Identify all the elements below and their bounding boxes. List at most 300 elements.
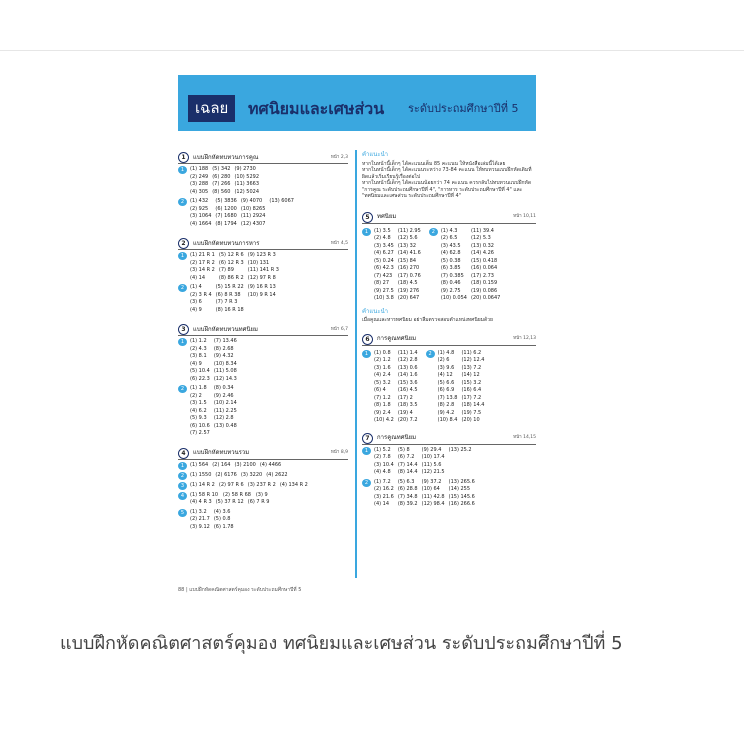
answer-cell: (5) 342: [212, 166, 231, 172]
answer-grid: [190, 472, 288, 480]
section-number: 3: [178, 324, 189, 335]
answer-cell: (6) 7.2: [397, 454, 415, 460]
answer-cell: (12) 21.5: [421, 469, 445, 475]
answer-cell: (10) 9 R 14: [247, 291, 276, 298]
answer-cell: (1) 1550: [190, 471, 212, 478]
answer-cell: (3) 1.6: [374, 364, 391, 371]
answer-cell: (16) 6.4: [461, 387, 482, 393]
answer-cell: (7) 89: [218, 267, 234, 273]
answer-cell: (12) 12.4: [461, 357, 485, 363]
note-1-line: หากในหน้านี้เด็กๆ ได้คะแนนระหว่าง 73-84 คะแนน ให้ทบทวนแบบฝึกหัดเดิมที่ผิดแล้วเริ่มเรียนรู้เรื่องต่อไป: [362, 167, 532, 180]
answer-cell: (18) 4.5: [397, 280, 418, 286]
answer-cell: (3) 43.5: [440, 242, 461, 249]
answer-cell: (2) 6: [437, 357, 450, 363]
answer-cell: (8) 1794: [215, 220, 237, 227]
answer-cell: (2) 16.2: [374, 486, 394, 492]
answer-grid: [190, 198, 294, 228]
answer-cell: (1) 7.2: [374, 478, 391, 485]
answer-cell: (1) 4.3: [440, 227, 458, 234]
question-number: 5: [178, 509, 187, 517]
answer-cell: (5) 12 R 6: [218, 252, 244, 258]
answer-cell: (10) 17.4: [421, 454, 445, 460]
answer-cell: (2) 97 R 6: [218, 481, 244, 488]
answer-cell: (14) 12: [461, 372, 480, 378]
answer-grid: [374, 447, 472, 477]
note-1-heading: คำแนะนำ: [362, 151, 389, 158]
question-group: [178, 385, 348, 438]
answer-cell: (19) 0.086: [470, 287, 498, 294]
answer-cell: (6) 28.8: [397, 486, 418, 492]
answer-cell: (4) 1664: [190, 220, 212, 227]
answer-cell: (13) 7.2: [461, 364, 482, 371]
answer-cell: (2) 925: [190, 205, 209, 212]
question-row: [362, 348, 536, 425]
answer-cell: (10) 3.8: [374, 295, 394, 301]
question-number: 1: [362, 350, 371, 358]
answer-cell: (17) 7.2: [461, 394, 482, 401]
answer-cell: (3) 9.12: [190, 523, 210, 530]
question-answers: [190, 462, 281, 470]
question-number: 2: [429, 228, 438, 236]
answer-cell: (2) 249: [190, 173, 209, 180]
section-number: 4: [178, 448, 189, 459]
note-1-line: หากในหน้านี้เด็กๆ ได้คะแนนน้อยกว่า 74 คะแนน ควรกลับไปทบทวนแบบฝึกหัด "การคูณ ระดับประถมศึกษาปีที่ 4", "การหาร ระดับประถมศึกษาปีที่ 4" และ "ทศนิยมและเศษส่วน ระดับประถมศึกษาปีที่ 4": [362, 180, 532, 199]
answer-cell: (8) 0.34: [213, 385, 234, 391]
answer-grid: [190, 462, 281, 470]
answer-cell: (7) 14.4: [397, 461, 418, 468]
question-group: [178, 338, 348, 383]
answer-cell: (14) 255: [448, 486, 471, 492]
answer-cell: [449, 469, 472, 477]
answer-cell: (1) 564: [190, 461, 209, 468]
answer-cell: [269, 221, 294, 229]
section-header: [362, 334, 536, 346]
question-answers: [190, 472, 288, 480]
section-page: หน้า 6,7: [330, 326, 348, 332]
answer-cell: (1) 1.2: [190, 338, 207, 344]
answer-cell: (1) 21 R 1: [190, 252, 215, 258]
section-title: แบบฝึกหัดทบทวนทศนิยม: [193, 325, 259, 333]
section-page: หน้า 14,15: [513, 435, 536, 441]
answer-cell: (5) 3836: [215, 198, 237, 204]
question-answers: [190, 284, 276, 314]
question-answers: [190, 492, 273, 507]
answer-cell: (4) 4.8: [374, 469, 391, 475]
answer-cell: (7) 2.57: [190, 430, 210, 436]
answer-cell: (12) 14.3: [213, 375, 237, 382]
question-number: 1: [178, 252, 187, 260]
section-page: หน้า 8,9: [330, 450, 348, 456]
note-2-heading: คำแนะนำ: [362, 307, 389, 315]
answer-cell: (15) 3.6: [397, 379, 418, 386]
section-title: แบบฝึกหัดทบทวนการหาร: [193, 239, 260, 247]
answer-cell: (11) 5.6: [421, 461, 442, 468]
question-group: [178, 198, 348, 228]
question-number: 2: [426, 350, 435, 358]
answer-cell: (19) 7.5: [461, 409, 482, 416]
answer-grid: [190, 284, 276, 314]
answer-cell: (11) 2.95: [397, 227, 421, 234]
answer-cell: (9) 2730: [234, 166, 256, 172]
answer-cell: (10) 0.054: [440, 295, 467, 301]
answer-cell: (3) 288: [190, 181, 209, 187]
answer-cell: (13) 6067: [269, 198, 294, 204]
answer-cell: [248, 299, 276, 307]
answer-cell: (17) 2: [397, 394, 413, 401]
answer-cell: (3) 3220: [240, 471, 263, 478]
section-page: หน้า 12,13: [513, 336, 536, 342]
answer-cell: (1) 4.8: [437, 349, 455, 356]
question-number: 1: [178, 462, 187, 470]
answer-grid: [441, 228, 501, 303]
question-group: [362, 447, 536, 477]
section-number: 2: [178, 238, 189, 249]
answer-cell: (9) 37.2: [421, 478, 442, 485]
answer-cell: (11) 39.4: [470, 227, 494, 234]
answer-cell: (4) 4 R 3: [190, 499, 212, 505]
question-group: [178, 462, 348, 470]
answer-cell: (17) 2.73: [470, 272, 494, 279]
question-group: [362, 479, 536, 509]
answer-cell: [449, 462, 472, 470]
answer-cell: (1) 14 R 2: [190, 481, 215, 488]
answer-grid: [190, 166, 259, 196]
answer-cell: (4) 14: [190, 274, 206, 281]
answer-cell: (3) 2100: [234, 461, 256, 468]
answer-cell: (7) 0.385: [440, 272, 464, 279]
answer-cell: (2) 21.7: [190, 516, 210, 522]
answer-cell: (4) 6.2: [190, 407, 207, 414]
answer-grid: [374, 479, 475, 509]
answer-cell: (8) 39.2: [397, 501, 418, 507]
answer-cell: (11) 1.4: [397, 349, 418, 356]
answer-cell: (12) 98.4: [421, 501, 445, 507]
answer-cell: (6) 3.85: [440, 265, 461, 271]
answer-grid: [190, 338, 237, 383]
left-column: [178, 152, 348, 531]
answer-cell: (3) 237 R 2: [247, 481, 276, 488]
answer-cell: (15) 84: [397, 257, 417, 264]
answer-cell: (6) 12 R 3: [218, 259, 244, 266]
answer-cell: (17) 0.76: [397, 272, 421, 279]
answer-cell: (3) 9.6: [437, 364, 455, 371]
answer-cell: (9) 2.46: [213, 392, 234, 399]
section-number: 1: [178, 152, 189, 163]
answer-cell: (2) 1.2: [374, 357, 391, 363]
answer-cell: (4) 4466: [259, 461, 282, 468]
section-7: [362, 433, 536, 509]
answer-cell: (14) 1.6: [397, 372, 418, 378]
question-row: [362, 226, 536, 303]
answer-cell: [214, 430, 237, 438]
question-group: [178, 284, 348, 314]
answer-cell: (8) 16 R 18: [215, 306, 244, 313]
answer-cell: (16) 266.6: [448, 501, 475, 507]
answer-cell: (7) 1680: [215, 213, 237, 219]
question-number: 1: [178, 338, 187, 346]
question-number: 2: [362, 479, 371, 487]
answer-grid: [190, 252, 279, 282]
answer-cell: (9) 123 R 3: [247, 252, 276, 258]
answer-cell: (12) 97 R 8: [247, 274, 276, 281]
section-page: หน้า 2,3: [330, 154, 348, 160]
answer-cell: (8) 14.4: [397, 469, 418, 475]
question-group: [362, 228, 421, 303]
section-header: [178, 324, 348, 336]
answer-cell: (6) 4: [374, 387, 386, 393]
answer-cell: (2) 4.3: [190, 345, 207, 352]
question-group: [362, 350, 418, 425]
question-number: 2: [178, 385, 187, 393]
answer-cell: (14) 4.26: [470, 250, 494, 256]
answer-cell: [248, 307, 276, 315]
answer-cell: (2) 3 R 4: [190, 291, 212, 298]
answer-cell: (2) 58 R 68: [222, 491, 251, 498]
answer-cell: (4) 2.4: [374, 372, 391, 378]
section-4: [178, 448, 348, 532]
answer-cell: (7) 266: [212, 181, 231, 187]
answer-cell: (12) 5.6: [397, 235, 418, 241]
answer-cell: (1) 0.8: [374, 349, 391, 356]
answer-cell: (4) 3.6: [213, 508, 231, 515]
section-title: การคูณทศนิยม: [377, 335, 417, 343]
answer-cell: (20) 7.2: [397, 417, 418, 423]
question-group: [429, 228, 501, 303]
answer-cell: (6) 1200: [215, 205, 237, 212]
answer-cell: (6) 6.9: [437, 387, 455, 393]
answer-grid: [438, 350, 485, 425]
answer-cell: (5) 0.8: [213, 516, 231, 522]
answer-cell: (5) 8: [397, 446, 410, 453]
answer-cell: (6) 1.78: [213, 523, 234, 530]
answer-cell: (10) 64: [421, 486, 440, 492]
section-page: หน้า 4,5: [330, 240, 348, 246]
answer-cell: (3) 1064: [190, 213, 212, 219]
question-number: 2: [178, 284, 187, 292]
banner-title: ทศนิยมและเศษส่วน: [248, 99, 385, 118]
answer-cell: (11) 3663: [234, 181, 260, 187]
answer-cell: (3) 14 R 2: [190, 267, 215, 273]
answer-cell: (5) 6.3: [397, 478, 415, 485]
question-group: [178, 166, 348, 196]
answer-cell: (2) 7.8: [374, 454, 391, 460]
answer-cell: (4) 62.8: [440, 250, 461, 256]
answer-grid: [190, 482, 308, 490]
section-2: [178, 238, 348, 314]
section-title: แบบฝึกหัดทบทวนรวม: [193, 449, 250, 457]
question-answers: [190, 385, 237, 438]
answer-cell: (12) 2.8: [397, 357, 418, 363]
section-5: [362, 212, 536, 303]
answer-cell: (20) 647: [397, 295, 420, 301]
answer-cell: (11) 42.8: [421, 493, 445, 500]
answer-cell: (1) 3.2: [190, 508, 207, 515]
answer-cell: (5) 15 R 22: [215, 284, 244, 290]
answer-cell: [269, 213, 294, 221]
answer-cell: (10) 8.34: [213, 360, 237, 367]
answer-cell: (13) 0.6: [397, 364, 418, 371]
question-number: 1: [362, 228, 371, 236]
answer-cell: (18) 14.4: [461, 402, 485, 408]
answer-cell: (11) 2924: [240, 213, 266, 219]
answer-cell: (3) 3.45: [374, 242, 394, 249]
answer-cell: (11) 6.2: [461, 349, 482, 356]
question-group: [426, 350, 485, 425]
answer-cell: (8) 2.68: [213, 345, 234, 352]
answer-cell: (5) 9.3: [190, 415, 207, 421]
note-1: [362, 152, 536, 200]
answer-cell: (2) 4.8: [374, 235, 391, 241]
section-number: 7: [362, 433, 373, 444]
question-number: 4: [178, 492, 187, 500]
answer-cell: (9) 2.4: [374, 409, 391, 416]
answer-cell: (10) 8.4: [437, 417, 458, 423]
column-divider: [355, 150, 357, 578]
answer-cell: (8) 27: [374, 280, 390, 286]
answer-cell: (9) 4070: [240, 198, 263, 204]
answer-cell: [449, 454, 472, 462]
answer-cell: (6) 280: [212, 173, 231, 180]
answer-cell: (4) 9: [190, 306, 202, 313]
question-group: [178, 472, 348, 480]
note-1-line: หากในหน้านี้เด็กๆ ได้คะแนนเต็ม 85 คะแนน ให้หนังสือเล่มนี้ได้เลย: [362, 160, 506, 167]
answer-cell: (4) 305: [190, 188, 209, 195]
answer-cell: (7) 13.8: [437, 394, 458, 401]
answer-cell: (1) 4: [190, 284, 202, 290]
answer-cell: (9) 16 R 13: [247, 284, 276, 290]
question-group: [178, 492, 348, 507]
answer-cell: (10) 4.2: [374, 417, 394, 423]
section-header: [178, 152, 348, 164]
answer-cell: (3) 6: [190, 299, 202, 305]
answer-cell: (19) 276: [397, 287, 420, 294]
answer-cell: (15) 0.418: [470, 257, 498, 264]
answer-cell: (7) 1.2: [374, 394, 391, 401]
answer-cell: (4) 9: [190, 360, 202, 367]
answer-cell: (5) 37 R 12: [215, 499, 244, 505]
section-1: [178, 152, 348, 228]
answer-cell: (9) 27.5: [374, 287, 394, 294]
question-answers: [190, 509, 242, 532]
answer-cell: (9) 2.75: [440, 287, 461, 294]
banner-tag: เฉลย: [188, 95, 235, 122]
question-answers: [190, 166, 259, 196]
answer-cell: (1) 3.5: [374, 227, 391, 234]
answer-cell: (16) 0.064: [470, 265, 498, 271]
answer-cell: (11) 2.25: [213, 407, 237, 414]
right-column: [362, 152, 536, 509]
answer-grid: [190, 499, 273, 507]
answer-grid: [374, 228, 421, 303]
answer-cell: (12) 5.3: [470, 235, 491, 241]
section-page: หน้า 10,11: [513, 214, 536, 220]
section-number: 6: [362, 334, 373, 345]
answer-cell: (16) 4.5: [397, 387, 418, 393]
answer-cell: (8) 0.46: [440, 280, 461, 286]
answer-cell: (7) 34.8: [397, 493, 418, 500]
answer-cell: (7) 13.46: [213, 338, 237, 344]
answer-cell: (2) 164: [212, 461, 231, 468]
note-2: [362, 309, 536, 324]
answer-cell: (3) 10.4: [374, 461, 394, 468]
answer-cell: (1) 1.8: [190, 385, 207, 391]
answer-cell: (8) 86 R 2: [218, 274, 244, 281]
question-number: 3: [178, 482, 187, 490]
answer-cell: (8) 2.8: [437, 402, 455, 408]
answer-cell: (6) 8 R 38: [215, 291, 241, 298]
answer-cell: (14) 41.6: [397, 250, 421, 256]
answer-cell: (1) 5.2: [374, 446, 391, 453]
answer-cell: [269, 206, 294, 214]
top-divider: [0, 50, 744, 51]
answer-cell: (10) 2.14: [213, 400, 237, 406]
answer-cell: (2) 6176: [215, 471, 237, 478]
answer-cell: (6) 7 R 9: [247, 499, 270, 505]
answer-cell: (6) 22.3: [190, 375, 210, 382]
answer-cell: (3) 1.5: [190, 400, 207, 406]
section-header: [178, 238, 348, 250]
answer-cell: (7) 423: [374, 272, 393, 279]
section-number: 5: [362, 212, 373, 223]
question-answers: [190, 338, 237, 383]
answer-cell: (4) 14: [374, 501, 390, 507]
answer-cell: (13) 0.48: [213, 422, 237, 429]
answer-cell: (11) 5.08: [213, 368, 237, 374]
answer-cell: (4) 134 R 2: [279, 481, 308, 488]
question-number: 1: [178, 166, 187, 174]
answer-cell: (12) 5024: [234, 188, 260, 195]
section-title: แบบฝึกหัดทบทวนการคูณ: [193, 153, 259, 161]
answer-cell: (18) 0.159: [470, 280, 498, 286]
answer-cell: (6) 10.6: [190, 422, 210, 429]
answer-cell: (4) 12: [437, 372, 453, 378]
page-footer: 88 | แบบฝึกหัดคณิตศาสตร์คุมอง ระดับประถมศึกษาปีที่ 5: [178, 587, 302, 593]
answer-cell: (5) 3.2: [374, 379, 391, 386]
answer-cell: (13) 32: [397, 242, 417, 249]
answer-cell: (9) 29.4: [421, 446, 442, 453]
product-caption: แบบฝึกหัดคณิตศาสตร์คุมอง ทศนิยมและเศษส่วน ระดับประถมศึกษาปีที่ 5: [60, 633, 623, 654]
answer-cell: (1) 58 R 10: [190, 491, 219, 498]
answer-cell: (3) 9: [255, 491, 268, 498]
answer-cell: (19) 4: [397, 409, 413, 416]
answer-cell: (6) 42.3: [374, 265, 394, 271]
answer-cell: (7) 7 R 3: [215, 299, 238, 305]
question-group: [178, 252, 348, 282]
section-title: การคูณทศนิยม: [377, 434, 417, 442]
answer-cell: (9) 4.32: [213, 353, 234, 359]
answer-cell: (9) 4.2: [437, 409, 455, 416]
answer-cell: (13) 25.2: [448, 446, 472, 453]
answer-cell: (5) 0.38: [440, 257, 461, 264]
section-header: [362, 212, 536, 224]
answer-cell: (20) 10: [461, 417, 480, 423]
answer-banner: [178, 75, 536, 131]
banner-subtitle: ระดับประถมศึกษาปีที่ 5: [408, 102, 519, 115]
answer-cell: (2) 17 R 2: [190, 259, 215, 266]
answer-cell: (3) 8.1: [190, 353, 207, 359]
question-answers: [190, 198, 294, 228]
answer-cell: (2) 2: [190, 392, 202, 399]
answer-cell: (18) 3.5: [397, 402, 418, 408]
answer-cell: (5) 0.24: [374, 257, 394, 264]
answer-cell: (10) 131: [247, 259, 270, 266]
answer-cell: (10) 5292: [234, 173, 260, 180]
section-title: ทศนิยม: [377, 213, 397, 221]
answer-grid: [190, 385, 237, 438]
section-header: [362, 433, 536, 445]
answer-cell: (8) 1.8: [374, 402, 391, 408]
answer-cell: (4) 6.27: [374, 250, 394, 256]
